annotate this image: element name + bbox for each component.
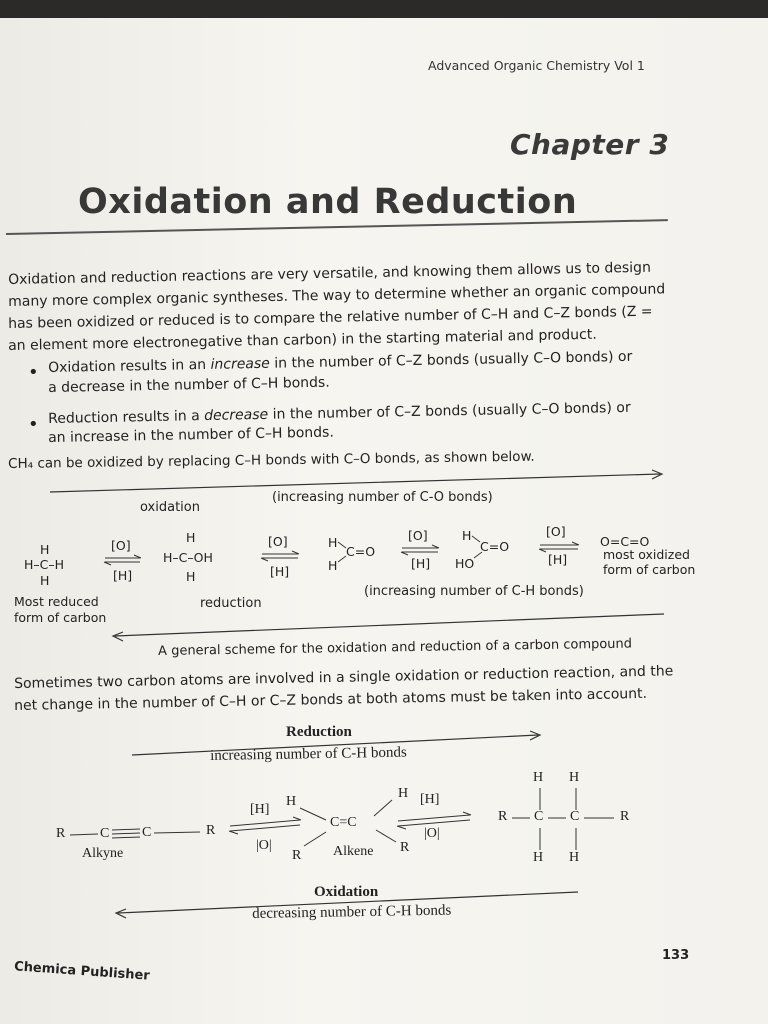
most-reduced-line-1: Most reduced	[14, 594, 99, 609]
publisher-name: Chemica Publisher	[13, 959, 151, 984]
reagent-o-right: |O|	[424, 826, 440, 841]
alkene-r2: R	[400, 840, 410, 855]
methane-bot-h: H	[40, 573, 50, 588]
reagent-o-left: |O|	[256, 838, 272, 853]
methanol-formula: H–C–OH	[163, 550, 213, 565]
decreasing-ch-bonds: decreasing number of C-H bonds	[252, 902, 452, 922]
ox-reagent: [O]	[546, 524, 566, 539]
alkene-cc: C=C	[330, 815, 357, 830]
bullet-1-line-2: a decrease in the number of C–H bonds.	[48, 374, 330, 396]
methanol-top-h: H	[186, 530, 196, 545]
para2-line-2: net change in the number of C–H or C–Z bonds at both atoms must be taken into account.	[14, 685, 648, 714]
bullet-2-line-2: an increase in the number of C–H bonds.	[48, 424, 335, 446]
most-oxidized-line-1: most oxidized	[603, 547, 690, 562]
alkyne-label: Alkyne	[82, 846, 124, 861]
formaldehyde-h1: H	[328, 535, 338, 550]
alkane-r-right: R	[620, 809, 630, 824]
bullet-1-line-1: Oxidation results in an increase in the number of C–Z bonds (usually C–O bonds) or	[48, 348, 633, 376]
ox-reagent: [O]	[408, 528, 428, 543]
intro-line-4: an element more electronegative than carbon) in the starting material and product.	[8, 326, 597, 354]
intro-line-2: many more complex organic syntheses. The way to determine whether an organic compound	[8, 281, 666, 310]
chapter-title: Oxidation and Reduction	[78, 182, 578, 222]
alkane-h-bot-2: H	[569, 850, 580, 865]
alkane-h-top-1: H	[533, 770, 544, 785]
methane-top-h: H	[40, 542, 50, 557]
running-head: Advanced Organic Chemistry Vol 1	[428, 58, 645, 73]
alkane-h-bot-1: H	[533, 850, 544, 865]
alkene-r1: R	[292, 848, 302, 863]
methane-formula: H–C–H	[24, 557, 65, 572]
bullet-dot: •	[28, 362, 39, 383]
reduction-label: reduction	[200, 596, 262, 611]
intro-line-3: has been oxidized or reduced is to compare the relative number of C–H and C–Z bonds (Z =	[8, 303, 653, 332]
scheme1-caption: A general scheme for the oxidation and reduction of a carbon compound	[158, 636, 633, 659]
formaldehyde-co: C=O	[346, 544, 376, 559]
ox-reagent: [O]	[268, 534, 288, 549]
alkene-label: Alkene	[333, 844, 374, 859]
alkyne-r-left: R	[56, 826, 66, 841]
alkyne-c1: C	[100, 826, 110, 841]
methanol-bot-h: H	[186, 569, 196, 584]
oxidation-title: Oxidation	[314, 884, 379, 900]
most-oxidized-line-2: form of carbon	[603, 562, 696, 577]
ox-reagent: [O]	[111, 538, 131, 553]
red-reagent: [H]	[113, 568, 133, 583]
formaldehyde-h2: H	[328, 558, 338, 573]
page-number: 133	[662, 948, 690, 963]
intro-line-1: Oxidation and reduction reactions are very versatile, and knowing them allows us to design	[8, 259, 652, 288]
most-reduced-line-2: form of carbon	[14, 610, 107, 625]
red-reagent: [H]	[411, 556, 431, 571]
alkane-c1: C	[534, 809, 544, 824]
alkyne-c2: C	[142, 825, 152, 840]
formic-acid-ho: HO	[455, 556, 475, 571]
para2-line-1: Sometimes two carbon atoms are involved in a single oxidation or reduction reaction, and the	[14, 663, 674, 692]
formic-acid-h: H	[462, 528, 472, 543]
formic-acid-co: C=O	[480, 539, 510, 554]
co2-formula: O=C=O	[600, 534, 650, 549]
bullet-2-line-1: Reduction results in a decrease in the number of C–Z bonds (usually C–O bonds) or	[48, 399, 631, 427]
reagent-h-right: [H]	[420, 792, 440, 807]
alkene-h1: H	[286, 794, 297, 809]
reduction-title: Reduction	[286, 724, 352, 740]
red-reagent: [H]	[270, 564, 290, 579]
bullet-dot: •	[28, 414, 39, 435]
alkane-h-top-2: H	[569, 770, 580, 785]
reagent-h-left: [H]	[250, 802, 270, 817]
alkyne-r-right: R	[206, 823, 216, 838]
red-reagent: [H]	[548, 552, 568, 567]
chapter-label: Chapter 3	[510, 128, 670, 161]
increasing-ch-bonds: increasing number of C-H bonds	[210, 744, 407, 764]
alkane-r-left: R	[498, 809, 508, 824]
scheme1-lead-in: CH₄ can be oxidized by replacing C–H bonds with C–O bonds, as shown below.	[8, 448, 535, 472]
alkene-h2: H	[398, 786, 409, 801]
increasing-ch-label: (increasing number of C-H bonds)	[364, 584, 584, 599]
alkane-c2: C	[570, 809, 580, 824]
increasing-co-label: (increasing number of C-O bonds)	[272, 490, 493, 505]
oxidation-label: oxidation	[140, 500, 200, 515]
